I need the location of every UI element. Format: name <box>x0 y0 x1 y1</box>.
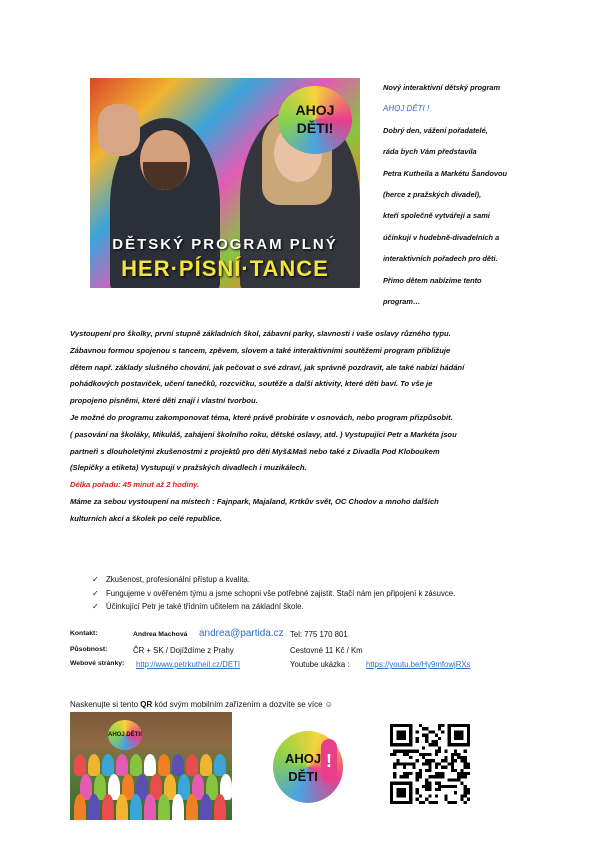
qr-module <box>432 801 435 804</box>
qr-module <box>419 794 422 797</box>
qr-module <box>416 772 419 775</box>
group-person <box>200 754 212 776</box>
intro-line: Nový interaktivní dětský program <box>383 83 501 92</box>
qr-module <box>393 766 396 769</box>
qr-module <box>464 785 467 788</box>
qr-module <box>451 759 454 762</box>
group-person <box>88 754 100 776</box>
description-line: dětem např. základy slušného chování, jak pečovat o své zdraví, jak správně pozdravit, ale také nabízí hádání <box>70 362 465 372</box>
qr-module <box>444 756 447 759</box>
qr-module <box>444 766 447 769</box>
qr-module <box>460 794 463 797</box>
qr-module <box>454 778 457 781</box>
qr-module <box>464 775 467 778</box>
area-label: Působnost: <box>70 646 108 653</box>
qr-module <box>419 769 422 772</box>
intro-line: kteří společně vytvářejí a sami <box>383 211 490 221</box>
qr-module <box>435 753 438 756</box>
description-line: propojeno písněmi, které děti znají i vlastní tvorbou. <box>70 396 258 406</box>
intro-line: Petra Kutheila a Markétu Šandovou <box>383 168 508 178</box>
group-person <box>102 754 114 776</box>
qr-module <box>467 766 470 769</box>
qr-module <box>438 788 441 791</box>
duration-line: Délka pořadu: 45 minut až 2 hodiny. <box>70 480 200 490</box>
qr-module <box>393 753 396 756</box>
intro-line: ráda bych Vám představila <box>383 147 477 157</box>
qr-module <box>448 801 451 804</box>
qr-module <box>400 762 403 765</box>
qr-module <box>428 775 431 778</box>
qr-module <box>403 750 406 753</box>
group-person <box>74 794 86 820</box>
intro-line: (herce z pražských divadel), <box>383 190 482 200</box>
hero-band-line2: HER·PÍSNÍ·TANCE <box>121 256 329 281</box>
qr-module <box>460 759 463 762</box>
qr-module <box>438 782 441 785</box>
description-line: ( pasování na školáky, Mikuláš, zahájení školního roku, dětské oslavy, atd. ) Vystupující Petr a Markéta jsou <box>70 429 457 439</box>
check-icon: ✓ <box>92 588 99 598</box>
benefit-text: Účinkující Petr je také třídním učitelem na základní škole. <box>106 602 304 612</box>
qr-module <box>428 766 431 769</box>
group-person <box>186 754 198 776</box>
qr-module <box>416 737 419 740</box>
qr-module <box>416 740 419 743</box>
qr-module <box>428 769 431 772</box>
group-person <box>186 794 198 820</box>
qr-module <box>419 801 422 804</box>
group-photo <box>70 712 232 820</box>
qr-module <box>438 746 441 749</box>
web-link[interactable]: http://www.petrkutheil.cz/DETI <box>136 660 240 669</box>
contact-name: Andrea Machová <box>133 631 188 638</box>
benefit-text: Fungujeme v ověřeném týmu a jsme schopni vše potřebné zajistit. Stačí nám jen připojení k zásuvce. <box>106 588 456 598</box>
qr-module <box>448 762 451 765</box>
qr-module <box>435 766 438 769</box>
qr-module <box>428 788 431 791</box>
qr-module <box>444 759 447 762</box>
qr-module <box>454 769 457 772</box>
description-line: (Slepičky a etiketa) Vystupují v pražských divadlech i muzikálech. <box>70 463 307 473</box>
qr-module <box>441 724 444 727</box>
benefits-list <box>92 573 542 614</box>
qr-module <box>441 759 444 762</box>
benefit-item <box>92 573 542 587</box>
contact-email[interactable]: andrea@partida.cz <box>199 628 284 639</box>
qr-module <box>435 740 438 743</box>
qr-module <box>454 801 457 804</box>
qr-module <box>393 775 396 778</box>
qr-module <box>393 762 396 765</box>
qr-module <box>464 791 467 794</box>
qr-module <box>425 785 428 788</box>
web-label: Webové stránky: <box>70 660 125 667</box>
qr-module <box>419 775 422 778</box>
qr-module <box>438 750 441 753</box>
qr-module <box>460 756 463 759</box>
qr-module <box>435 762 438 765</box>
benefit-item <box>92 587 542 601</box>
qr-module <box>451 801 454 804</box>
qr-module <box>428 785 431 788</box>
qr-module <box>409 756 412 759</box>
qr-module <box>396 750 399 753</box>
qr-module <box>444 785 447 788</box>
qr-module <box>438 785 441 788</box>
group-photo-logo: AHOJ DĚTI! <box>108 720 142 750</box>
hero-photo <box>90 78 360 288</box>
qr-module <box>435 772 438 775</box>
qr-module <box>422 753 425 756</box>
qr-module <box>416 730 419 733</box>
qr-module <box>467 798 470 801</box>
qr-module <box>400 750 403 753</box>
qr-module <box>438 772 441 775</box>
ahoj-deti-footer-logo: AHOJ DĚTI ! <box>273 731 343 803</box>
qr-module <box>422 801 425 804</box>
qr-module <box>403 753 406 756</box>
qr-module <box>464 794 467 797</box>
qr-module <box>457 772 460 775</box>
intro-line: Přímo dětem nabízíme tento <box>383 275 482 285</box>
qr-module <box>457 775 460 778</box>
qr-code[interactable] <box>390 724 470 804</box>
qr-module <box>464 756 467 759</box>
qr-module <box>441 772 444 775</box>
description-line: Zábavnou formou spojenou s tancem, zpěvem, slovem a také interaktivními soutěžemi program přibližuje <box>70 345 451 355</box>
qr-module <box>412 766 415 769</box>
qr-module <box>425 753 428 756</box>
qr-note: Naskenujte si tento QR kód svým mobilním zařízením a dozvíte se více ☺ <box>70 700 333 709</box>
qr-module <box>457 753 460 756</box>
qr-module <box>422 785 425 788</box>
qr-module <box>425 788 428 791</box>
qr-module <box>464 772 467 775</box>
qr-module <box>467 791 470 794</box>
group-person <box>172 754 184 776</box>
benefit-text: Zkušenost, profesionální přístup a kvalita. <box>106 575 250 584</box>
qr-module <box>412 762 415 765</box>
qr-module <box>428 794 431 797</box>
qr-module <box>432 759 435 762</box>
qr-module <box>441 775 444 778</box>
qr-module <box>435 734 438 737</box>
qr-module <box>425 798 428 801</box>
qr-module <box>428 759 431 762</box>
qr-module <box>451 785 454 788</box>
qr-module <box>435 788 438 791</box>
qr-module <box>422 756 425 759</box>
qr-module <box>416 788 419 791</box>
qr-module <box>441 785 444 788</box>
qr-module <box>432 743 435 746</box>
qr-module <box>467 788 470 791</box>
group-person <box>144 754 156 776</box>
qr-module <box>412 750 415 753</box>
qr-module <box>460 769 463 772</box>
qr-module <box>464 750 467 753</box>
qr-module <box>448 785 451 788</box>
qr-module <box>403 766 406 769</box>
qr-module <box>464 801 467 804</box>
ahoj-deti-logo: AHOJ DĚTI! <box>278 86 352 154</box>
qr-module <box>432 740 435 743</box>
qr-module <box>403 775 406 778</box>
qr-module <box>460 775 463 778</box>
qr-module <box>393 772 396 775</box>
group-person <box>200 794 212 820</box>
qr-module <box>428 782 431 785</box>
qr-module <box>419 753 422 756</box>
qr-module <box>438 727 441 730</box>
qr-module <box>464 762 467 765</box>
qr-module <box>425 782 428 785</box>
qr-module <box>416 791 419 794</box>
qr-module <box>409 772 412 775</box>
qr-module <box>457 778 460 781</box>
qr-module <box>396 762 399 765</box>
qr-module <box>416 759 419 762</box>
qr-module <box>406 772 409 775</box>
qr-finder-core <box>454 730 464 740</box>
qr-module <box>396 759 399 762</box>
qr-finder-core <box>396 730 406 740</box>
description-line: partneři s dlouholetými zkušenostmi z projektů pro děti Myš&Maš nebo také z Divadla Pod Kloboukem <box>70 446 440 456</box>
qr-module <box>403 762 406 765</box>
qr-module <box>454 785 457 788</box>
qr-module <box>435 750 438 753</box>
qr-module <box>464 766 467 769</box>
group-person <box>158 754 170 776</box>
qr-module <box>438 737 441 740</box>
qr-module <box>435 775 438 778</box>
qr-module <box>425 778 428 781</box>
qr-module <box>425 759 428 762</box>
group-person <box>214 754 226 776</box>
qr-module <box>416 798 419 801</box>
group-person <box>116 794 128 820</box>
group-person <box>74 754 86 776</box>
description-line: Vystoupení pro školky, první stupně základních škol, zábavní parky, slavnosti i vaše oslavy různého typu. <box>70 329 451 338</box>
youtube-label: Youtube ukázka : <box>290 660 350 669</box>
qr-module <box>464 759 467 762</box>
qr-module <box>422 734 425 737</box>
description-text <box>70 326 540 528</box>
qr-module <box>444 794 447 797</box>
qr-module <box>419 724 422 727</box>
qr-module <box>428 801 431 804</box>
qr-module <box>409 762 412 765</box>
qr-module <box>425 727 428 730</box>
description-line: Je možné do programu zakomponovat téma, které právě probíráte v osnovách, nebo program přizpůsobit. <box>70 412 453 422</box>
qr-module <box>467 772 470 775</box>
qr-module <box>454 753 457 756</box>
area-value: ČR + SK / Dojíždíme z Prahy <box>133 646 234 655</box>
qr-module <box>400 775 403 778</box>
qr-module <box>441 766 444 769</box>
group-person <box>130 754 142 776</box>
qr-module <box>457 756 460 759</box>
qr-module <box>425 734 428 737</box>
qr-module <box>419 772 422 775</box>
qr-module <box>438 775 441 778</box>
qr-module <box>416 775 419 778</box>
benefit-item <box>92 600 542 614</box>
qr-module <box>416 778 419 781</box>
qr-module <box>454 750 457 753</box>
qr-module <box>444 750 447 753</box>
qr-module <box>432 730 435 733</box>
qr-module <box>454 759 457 762</box>
qr-module <box>467 762 470 765</box>
qr-module <box>460 782 463 785</box>
intro-line: program… <box>383 297 421 307</box>
qr-module <box>422 762 425 765</box>
qr-module <box>428 762 431 765</box>
description-line: Máme za sebou vystoupení na místech : Fajnpark, Majaland, Krtkův svět, OC Chodov a mnoho dalších <box>70 496 439 506</box>
contact-label: Kontakt: <box>70 630 98 637</box>
description-line: kulturních akcí a školek po celé republice. <box>70 513 222 523</box>
check-icon: ✓ <box>92 602 99 612</box>
qr-module <box>416 750 419 753</box>
qr-finder-core <box>396 788 406 798</box>
qr-module <box>428 730 431 733</box>
qr-module <box>425 740 428 743</box>
qr-module <box>393 750 396 753</box>
qr-module <box>409 750 412 753</box>
intro-text <box>383 77 553 312</box>
qr-module <box>428 753 431 756</box>
qr-module <box>460 772 463 775</box>
travel-cost: Cestovné 11 Kč / Km <box>290 646 363 655</box>
qr-module <box>464 788 467 791</box>
qr-module <box>422 746 425 749</box>
qr-module <box>451 756 454 759</box>
group-person <box>158 794 170 820</box>
qr-module <box>454 791 457 794</box>
qr-module <box>451 762 454 765</box>
waving-hand <box>98 104 140 156</box>
intro-line: Dobrý den, vážení pořadatelé, <box>383 125 488 135</box>
check-icon: ✓ <box>92 575 99 584</box>
group-person <box>102 794 114 820</box>
qr-module <box>435 743 438 746</box>
description-line: pohádkových postaviček, učení tanečků, rozcvičku, soutěže a další aktivity, které děti baví. To vše je <box>70 379 433 389</box>
group-person <box>214 794 226 820</box>
group-person <box>172 794 184 820</box>
program-title: AHOJ DĚTI ! <box>383 104 430 114</box>
intro-line: interaktivních pořadech pro děti. <box>383 254 498 264</box>
qr-module <box>425 737 428 740</box>
qr-module <box>425 769 428 772</box>
group-person <box>88 794 100 820</box>
group-person <box>130 794 142 820</box>
qr-module <box>451 769 454 772</box>
hero-band-line1: DĚTSKÝ PROGRAM PLNÝ <box>112 236 338 253</box>
qr-module <box>444 798 447 801</box>
qr-module <box>428 743 431 746</box>
qr-module <box>435 782 438 785</box>
qr-module <box>438 762 441 765</box>
qr-module <box>406 753 409 756</box>
qr-module <box>390 753 393 756</box>
qr-module <box>448 778 451 781</box>
group-person <box>116 754 128 776</box>
group-person <box>144 794 156 820</box>
qr-module <box>406 750 409 753</box>
qr-module <box>438 724 441 727</box>
qr-module <box>422 727 425 730</box>
qr-module <box>451 753 454 756</box>
qr-module <box>406 762 409 765</box>
contact-phone: Tel: 775 170 801 <box>290 630 348 639</box>
qr-module <box>406 775 409 778</box>
intro-line: účinkují v hudebně-divadelních a <box>383 232 500 242</box>
qr-module <box>451 778 454 781</box>
qr-module <box>441 730 444 733</box>
qr-module <box>403 772 406 775</box>
qr-module <box>435 801 438 804</box>
youtube-link[interactable]: https://youtu.be/Hy9mfowjRXs <box>366 660 471 669</box>
qr-module <box>460 798 463 801</box>
qr-module <box>435 794 438 797</box>
qr-module <box>425 762 428 765</box>
qr-module <box>451 766 454 769</box>
qr-module <box>432 775 435 778</box>
